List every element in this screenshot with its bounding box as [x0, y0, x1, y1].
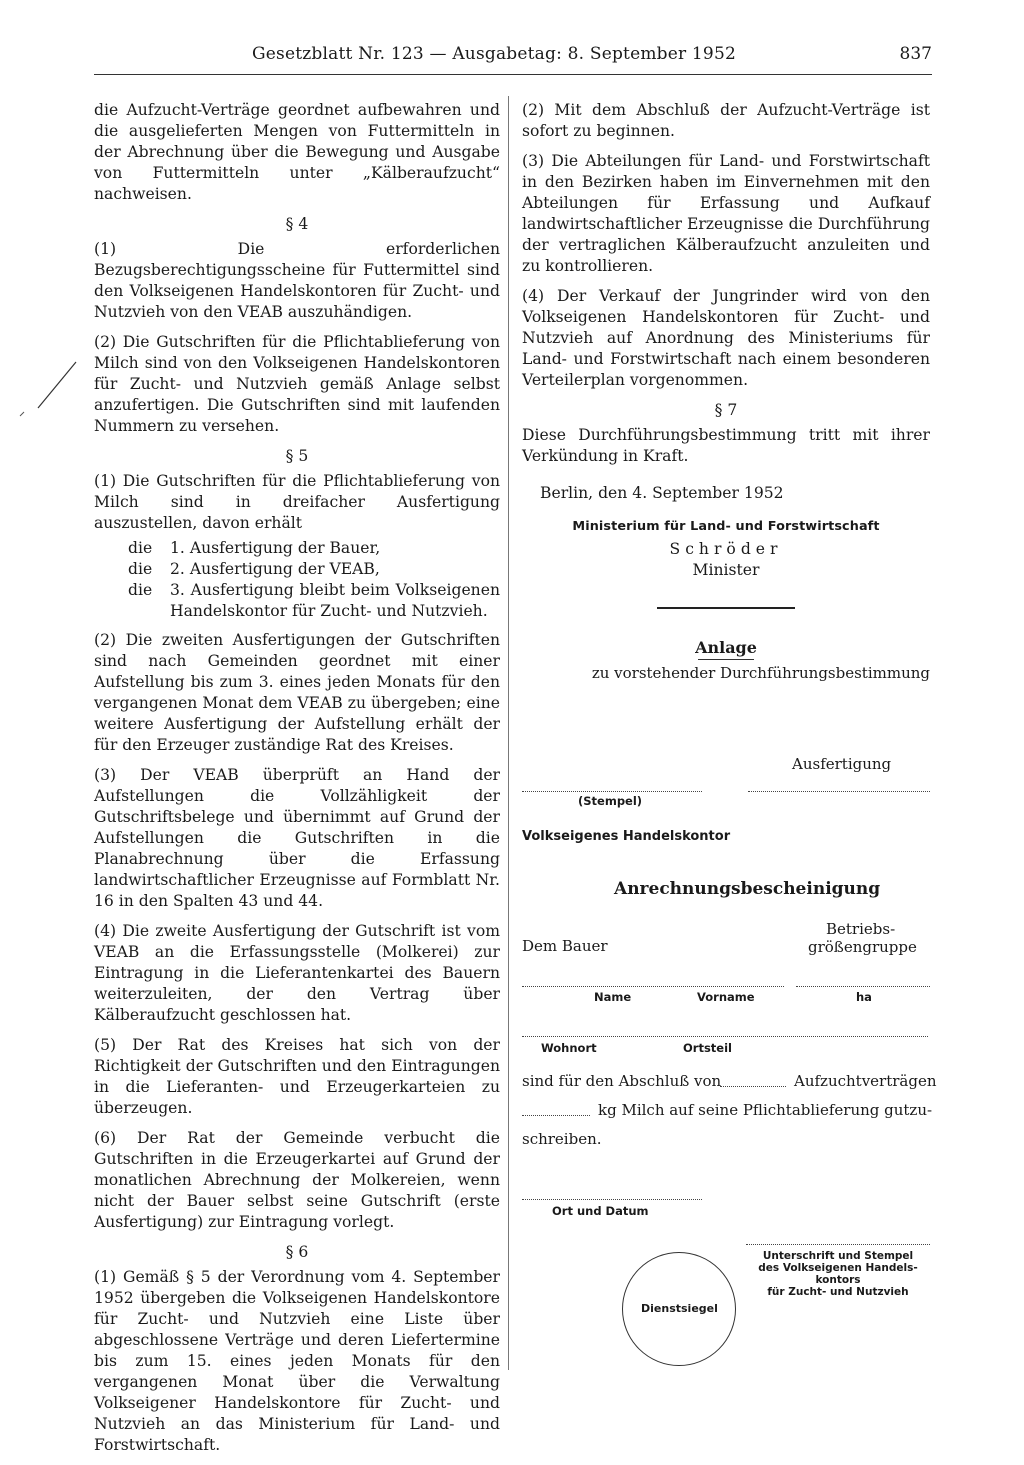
- seal-label: Dienstsiegel: [641, 1302, 718, 1315]
- form-heading: Anrechnungsbescheinigung: [614, 879, 881, 899]
- place-and-date: Berlin, den 4. September 1952: [540, 484, 784, 502]
- recipient-list: [94, 538, 500, 622]
- name-line: [522, 986, 784, 987]
- column-divider: [508, 96, 509, 1370]
- section-7-paragraph: Diese Durchführungsbestimmung tritt mit ihrer Verkündung in Kraft.: [522, 426, 930, 465]
- intro-paragraph: die Aufzucht-Verträge geordnet aufbewahren und die ausgelieferten Mengen von Futtermitteln in der Abrechnung über die Bewegung und Ausgabe von Futtermitteln unter „Kälberaufzucht“ nachweisen.: [94, 101, 500, 203]
- contracts-count-line: [720, 1086, 786, 1087]
- signer-name: Schröder: [669, 540, 783, 558]
- stamp-line: [522, 791, 702, 792]
- vorname-label: Vorname: [697, 990, 755, 1004]
- pencil-mark-icon: [18, 360, 80, 418]
- separator-bar: [657, 607, 795, 609]
- section-6-title: § 6: [285, 1243, 309, 1261]
- ha-line: [796, 986, 930, 987]
- kontor-label: Volkseigenes Handelskontor: [522, 829, 731, 844]
- page-header: [94, 44, 932, 74]
- section-5-paragraph-3: (3) Der VEAB überprüft an Hand der Aufstellungen die Vollzähligkeit der Gutschriftsbelege und übernimmt auf Grund der Aufstellungen die Gutschriften in die Planabrechnung über die Erfassung landwirtschaftlicher Erzeugnisse auf Formblatt Nr. 16 in den Spalten 43 und 44.: [94, 766, 500, 910]
- section-6-paragraph-3: (3) Die Abteilungen für Land- und Forstwirtschaft in den Bezirken haben im Einvernehmen mit den Abteilungen für Erfassung und Aufkauf landwirtschaftlicher Erzeugnisse die Durchführung der vertraglichen Kälberaufzucht anzuleiten und zu kontrollieren.: [522, 152, 930, 275]
- farmer-label: Dem Bauer: [522, 937, 608, 955]
- right-column: [522, 100, 930, 684]
- contracts-text: sind für den Abschluß von: [522, 1072, 722, 1090]
- ha-label: ha: [856, 990, 872, 1004]
- list-item: die 3. Ausfertigung bleibt beim Volkseigenen Handelskontor für Zucht- und Nutzvieh.: [128, 581, 500, 620]
- contracts-suffix: Aufzuchtverträgen: [794, 1072, 937, 1090]
- section-5-paragraph-4: (4) Die zweite Ausfertigung der Gutschrift ist vom VEAB an die Erfassungsstelle (Molkerei) zur Eintragung in die Lieferantenkartei des Bauern weiterzuleiten, der den Vertrag über Kälberaufzucht geschlossen hat.: [94, 922, 500, 1024]
- section-4-title: § 4: [285, 215, 309, 233]
- annex-subtitle: zu vorstehender Durchführungsbestimmung: [591, 664, 930, 682]
- section-4-paragraph-1: (1) Die erforderlichen Bezugsberechtigungsscheine für Futtermittel sind den Volkseigenen Handelskontoren für Zucht- und Nutzvieh von den VEAB auszuhändigen.: [94, 240, 500, 321]
- header-title: Gesetzblatt Nr. 123 — Ausgabetag: 8. September 1952: [252, 44, 736, 64]
- ministry-name: Ministerium für Land- und Forstwirtschaft: [572, 519, 880, 534]
- section-6-paragraph-2: (2) Mit dem Abschluß der Aufzucht-Verträge ist sofort zu beginnen.: [522, 101, 930, 140]
- section-5-paragraph-1: (1) Die Gutschriften für die Pflichtablieferung von Milch sind in dreifacher Ausfertigung auszustellen, davon erhält: [94, 472, 500, 532]
- section-4-paragraph-2: (2) Die Gutschriften für die Pflichtablieferung von Milch sind von den Volkseigenen Handelskontoren für Zucht- und Nutzvieh gemäß Anlage selbst anzufertigen. Die Gutschriften sind mit laufenden Nummern zu versehen.: [94, 333, 500, 435]
- address-line: [522, 1036, 928, 1037]
- section-5-title: § 5: [285, 447, 309, 465]
- list-item: die 1. Ausfertigung der Bauer,: [128, 539, 381, 557]
- place-date-line: [522, 1199, 702, 1200]
- annex-underline: [698, 659, 754, 660]
- wohnort-label: Wohnort: [541, 1041, 597, 1055]
- section-6-paragraph-4: (4) Der Verkauf der Jungrinder wird von den Volkseigenen Handelskontoren für Zucht- und Nutzvieh auf Anordnung des Ministeriums für Land- und Forstwirtschaft nach einem besonderen Verteilerplan vorgenommen.: [522, 287, 930, 389]
- ortsteil-label: Ortsteil: [683, 1041, 732, 1055]
- place-date-label: Ort und Datum: [552, 1204, 649, 1218]
- annex-title: Anlage: [695, 638, 757, 657]
- credit-text: schreiben.: [522, 1130, 602, 1148]
- groessengruppe-label: größengruppe: [808, 938, 917, 956]
- name-label: Name: [594, 990, 632, 1004]
- signer-role: Minister: [692, 561, 760, 579]
- stamp-label: (Stempel): [578, 794, 643, 808]
- betriebs-label: Betriebs-: [826, 920, 896, 938]
- section-6-paragraph-1: (1) Gemäß § 5 der Verordnung vom 4. September 1952 übergeben die Volkseigenen Handelskontore für Zucht- und Nutzvieh eine Liste über abgeschlossene Verträge und deren Liefertermine bis zum 15. eines jeden Monats für den vergangenen Monat über die Verwaltung Volkseigener Handelskontore für Zucht- und Nutzvieh an das Ministerium für Land- und Forstwirtschaft.: [94, 1268, 500, 1454]
- signature-note: Unterschrift und Stempel des Volkseigenen Handels- kontors für Zucht- und Nutzvieh: [758, 1250, 918, 1298]
- signature-line: [746, 1244, 930, 1245]
- left-column: [94, 100, 500, 1465]
- section-7-title: § 7: [714, 401, 738, 419]
- page-number: 837: [899, 44, 932, 64]
- section-5-paragraph-6: (6) Der Rat der Gemeinde verbucht die Gutschriften in die Erzeugerkartei auf Grund der monatlichen Abrechnung der Molkereien, wenn nicht der Bauer selbst seine Gutschrift (erste Ausfertigung) zur Eintragung vorlegt.: [94, 1129, 500, 1231]
- section-5-paragraph-2: (2) Die zweiten Ausfertigungen der Gutschriften sind nach Gemeinden geordnet mit einer Aufstellung bis zum 3. eines jeden Monats für den vergangenen Monat dem VEAB zu übergeben; eine weitere Ausfertigung der Aufstellung erhält der für den Erzeuger zuständige Rat des Kreises.: [94, 631, 500, 754]
- list-item: die 2. Ausfertigung der VEAB,: [128, 560, 380, 578]
- header-rule: [94, 74, 932, 75]
- section-5-paragraph-5: (5) Der Rat des Kreises hat sich von der Richtigkeit der Gutschriften und den Eintragungen in die Lieferanten- und Erzeugerkarteien zu überzeugen.: [94, 1036, 500, 1117]
- milk-text: kg Milch auf seine Pflichtablieferung gutzu-: [598, 1101, 933, 1119]
- milk-amount-line: [522, 1115, 590, 1116]
- copy-line: [748, 791, 930, 792]
- ausfertigung-label: Ausfertigung: [792, 755, 892, 773]
